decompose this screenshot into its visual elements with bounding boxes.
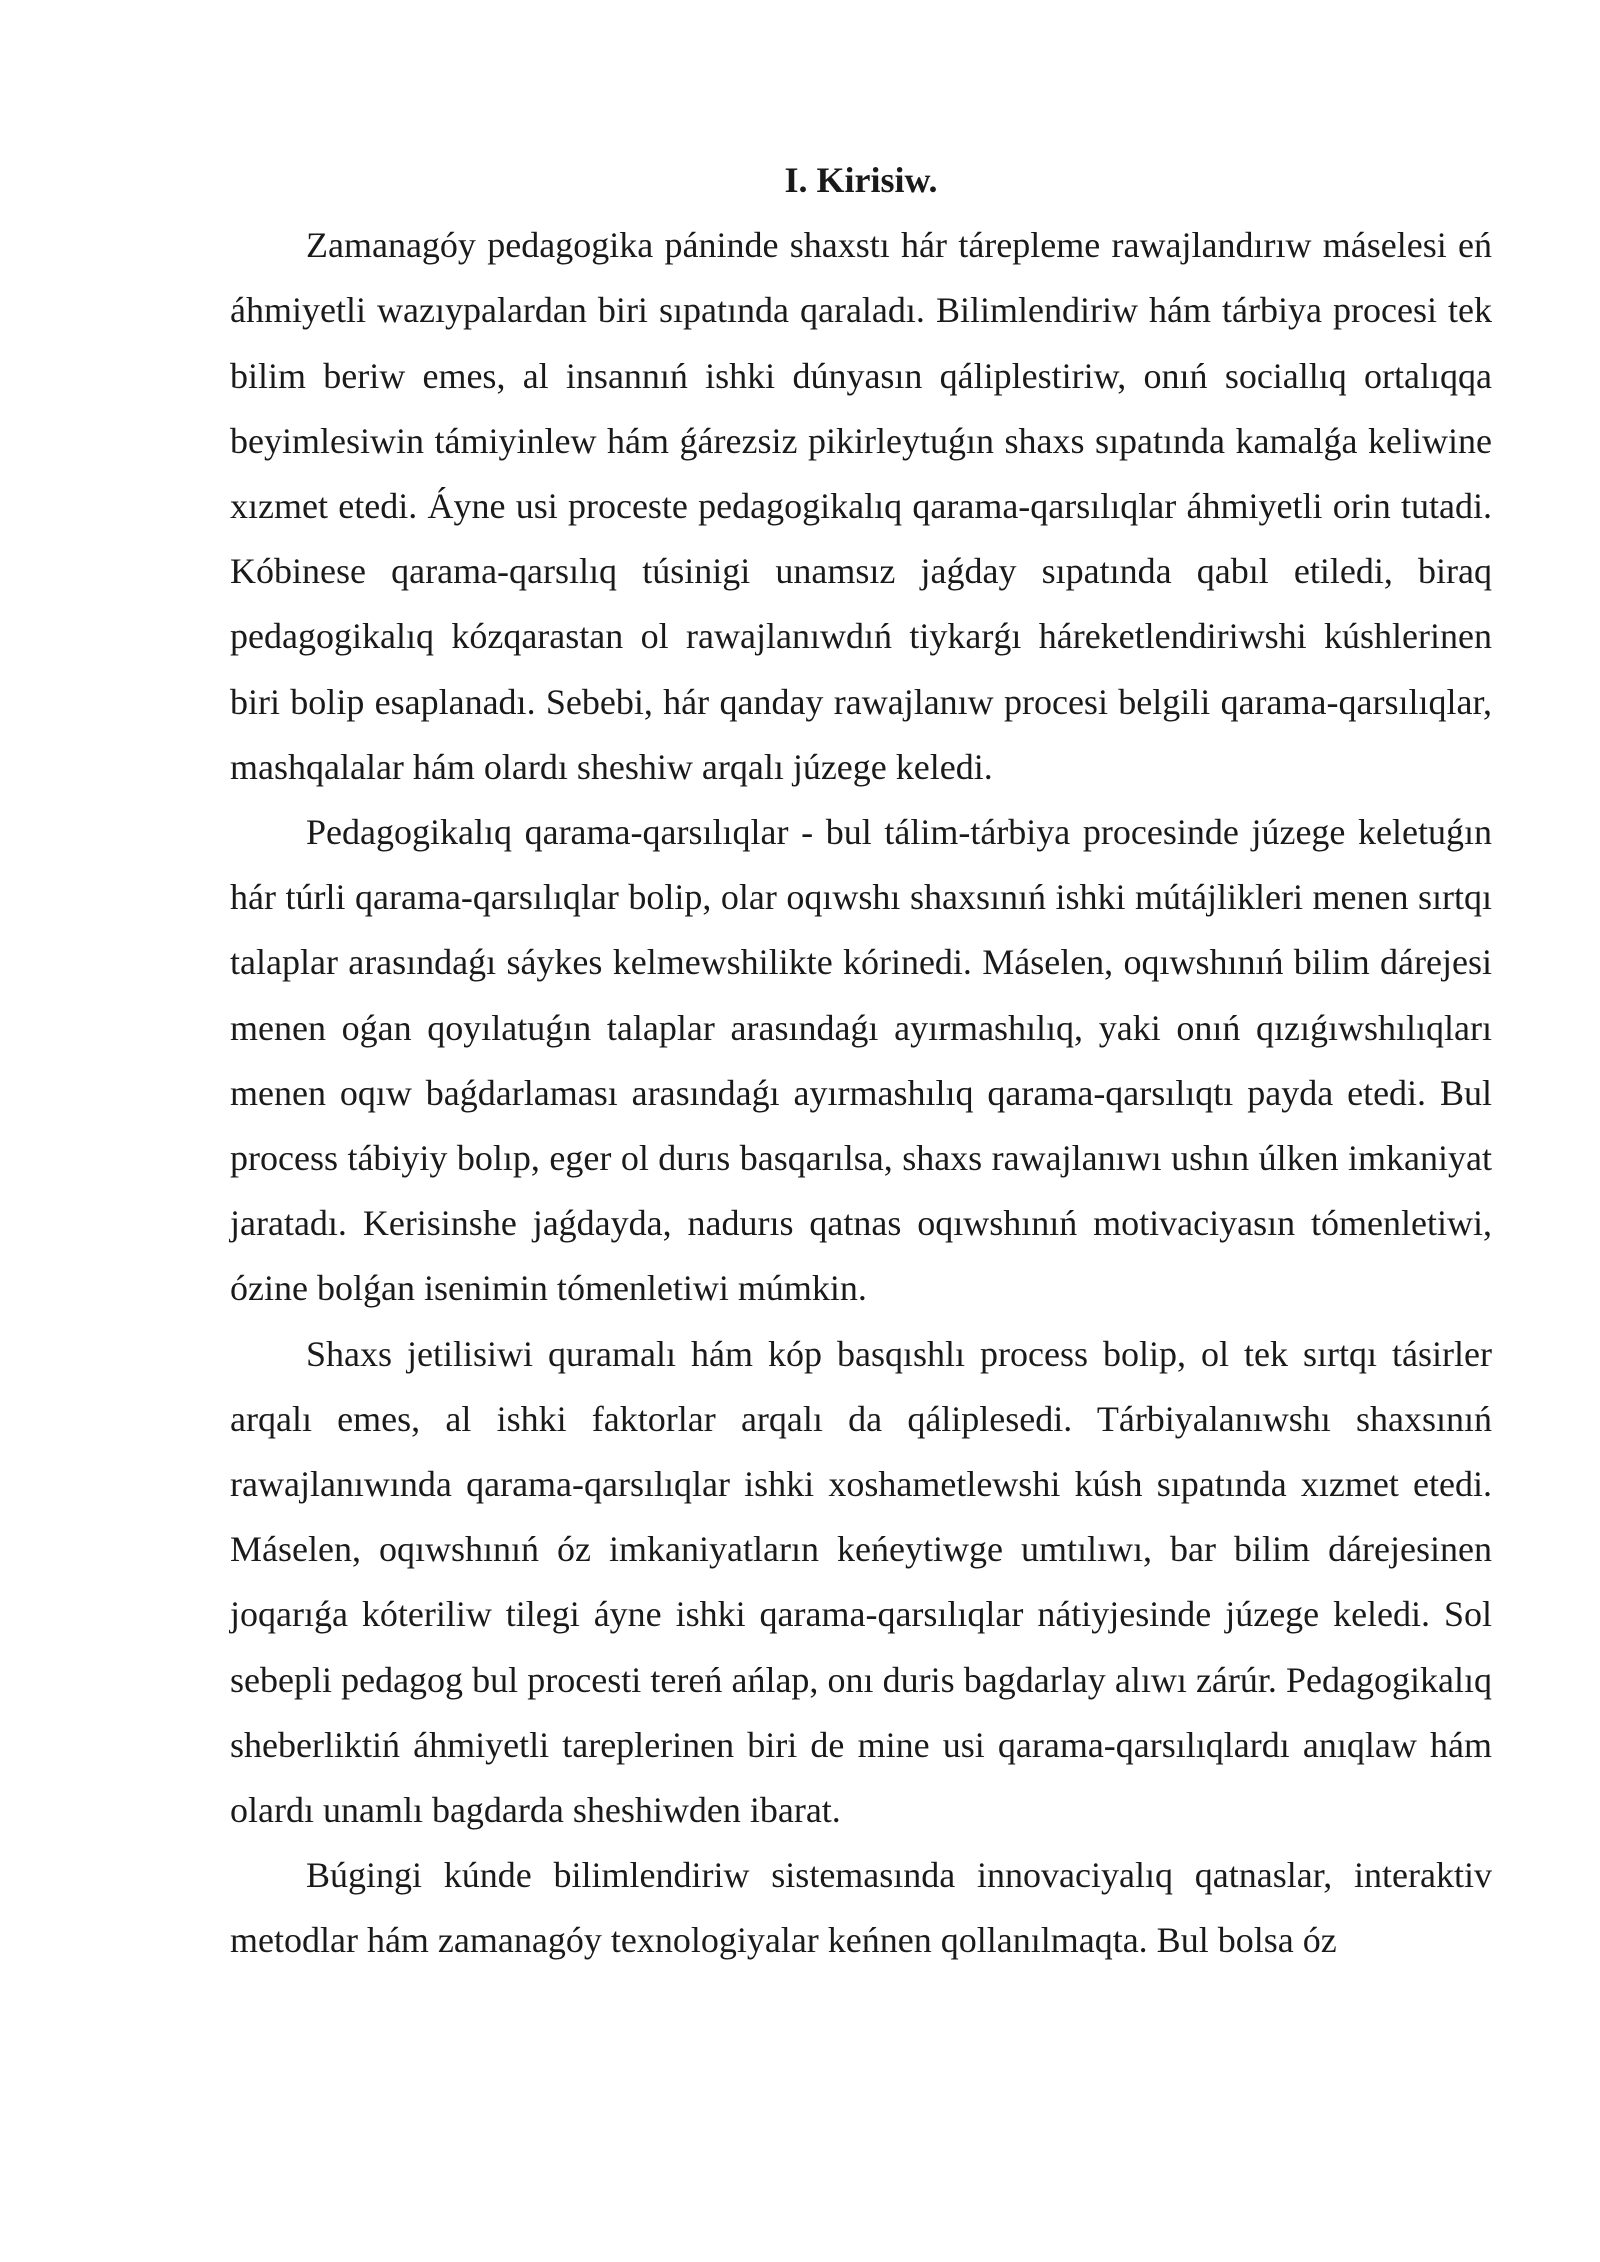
document-page [230,148,1492,1974]
paragraph-2: Pedagogikalıq qarama-qarsılıqlar - bul tálim-tárbiya procesinde júzege keletuǵın hár túrli qarama-qarsılıqlar bolip, olar oqıwshı shaxsınıń ishki mútájlikleri menen sırtqı talaplar arasındaǵı sáykes kelmewshilikte kórinedi. Máselen, oqıwshınıń bilim dárejesi menen oǵan qoyılatuǵın talaplar arasındaǵı ayırmashılıq, yaki onıń qızıǵıwshılıqları menen oqıw baǵdarlaması arasındaǵı ayırmashılıq qarama-qarsılıqtı payda etedi. Bul process tábiyiy bolıp, eger ol durıs basqarılsa, shaxs rawajlanıwı ushın úlken imkaniyat jaratadı. Kerisinshe jaǵdayda, nadurıs qatnas oqıwshınıń motivaciyasın tómenletiwi, ózine bolǵan isenimin tómenletiwi múmkin. [230,812,1492,1309]
paragraph-1: Zamanagóy pedagogika páninde shaxstı hár tárepleme rawajlandırıw máselesi eń áhmiyetli wazıypalardan biri sıpatında qaraladı. Bilimlendiriw hám tárbiya procesi tek bilim beriw emes, al insannıń ishki dúnyasın qáliplestiriw, onıń sociallıq ortalıqqa beyimlesiwin támiyinlew hám ǵárezsiz pikirleytuǵın shaxs sıpatında kamalǵa keliwine xızmet etedi. Áyne usi proceste pedagogikalıq qarama-qarsılıqlar áhmiyetli orin tutadi. Kóbinese qarama-qarsılıq túsinigi unamsız jaǵday sıpatında qabıl etiledi, biraq pedagogikalıq kózqarastan ol rawajlanıwdıń tiykarǵı háreketlendiriwshi kúshlerinen biri bolip esaplanadı. Sebebi, hár qanday rawajlanıw procesi belgili qarama-qarsılıqlar, mashqalalar hám olardı sheshiw arqalı júzege keledi. [230,225,1492,787]
section-title: I. Kirisiw. [784,160,938,200]
paragraph-3: Shaxs jetilisiwi quramalı hám kóp basqıshlı process bolip, ol tek sırtqı tásirler arqalı emes, al ishki faktorlar arqalı da qáliplesedi. Tárbiyalanıwshı shaxsınıń rawajlanıwında qarama-qarsılıqlar ishki xoshametlewshi kúsh sıpatında xızmet etedi. Máselen, oqıwshınıń óz imkaniyatların keńeytiwge umtılıwı, bar bilim dárejesinen joqarıǵa kóteriliw tilegi áyne ishki qarama-qarsılıqlar nátiyjesinde júzege keledi. Sol sebepli pedagog bul procesti tereń ańlap, onı duris bagdarlay alıwı zárúr. Pedagogikalıq sheberliktiń áhmiyetli tareplerinen biri de mine usi qarama-qarsılıqlardı anıqlaw hám olardı unamlı bagdarda sheshiwden ibarat. [230,1333,1492,1831]
paragraph-4: Búgingi kúnde bilimlendiriw sistemasında innovaciyalıq qatnaslar, interaktiv metodlar hám zamanagóy texnologiyalar keńnen qollanılmaqta. Bul bolsa óz [230,1855,1492,1961]
